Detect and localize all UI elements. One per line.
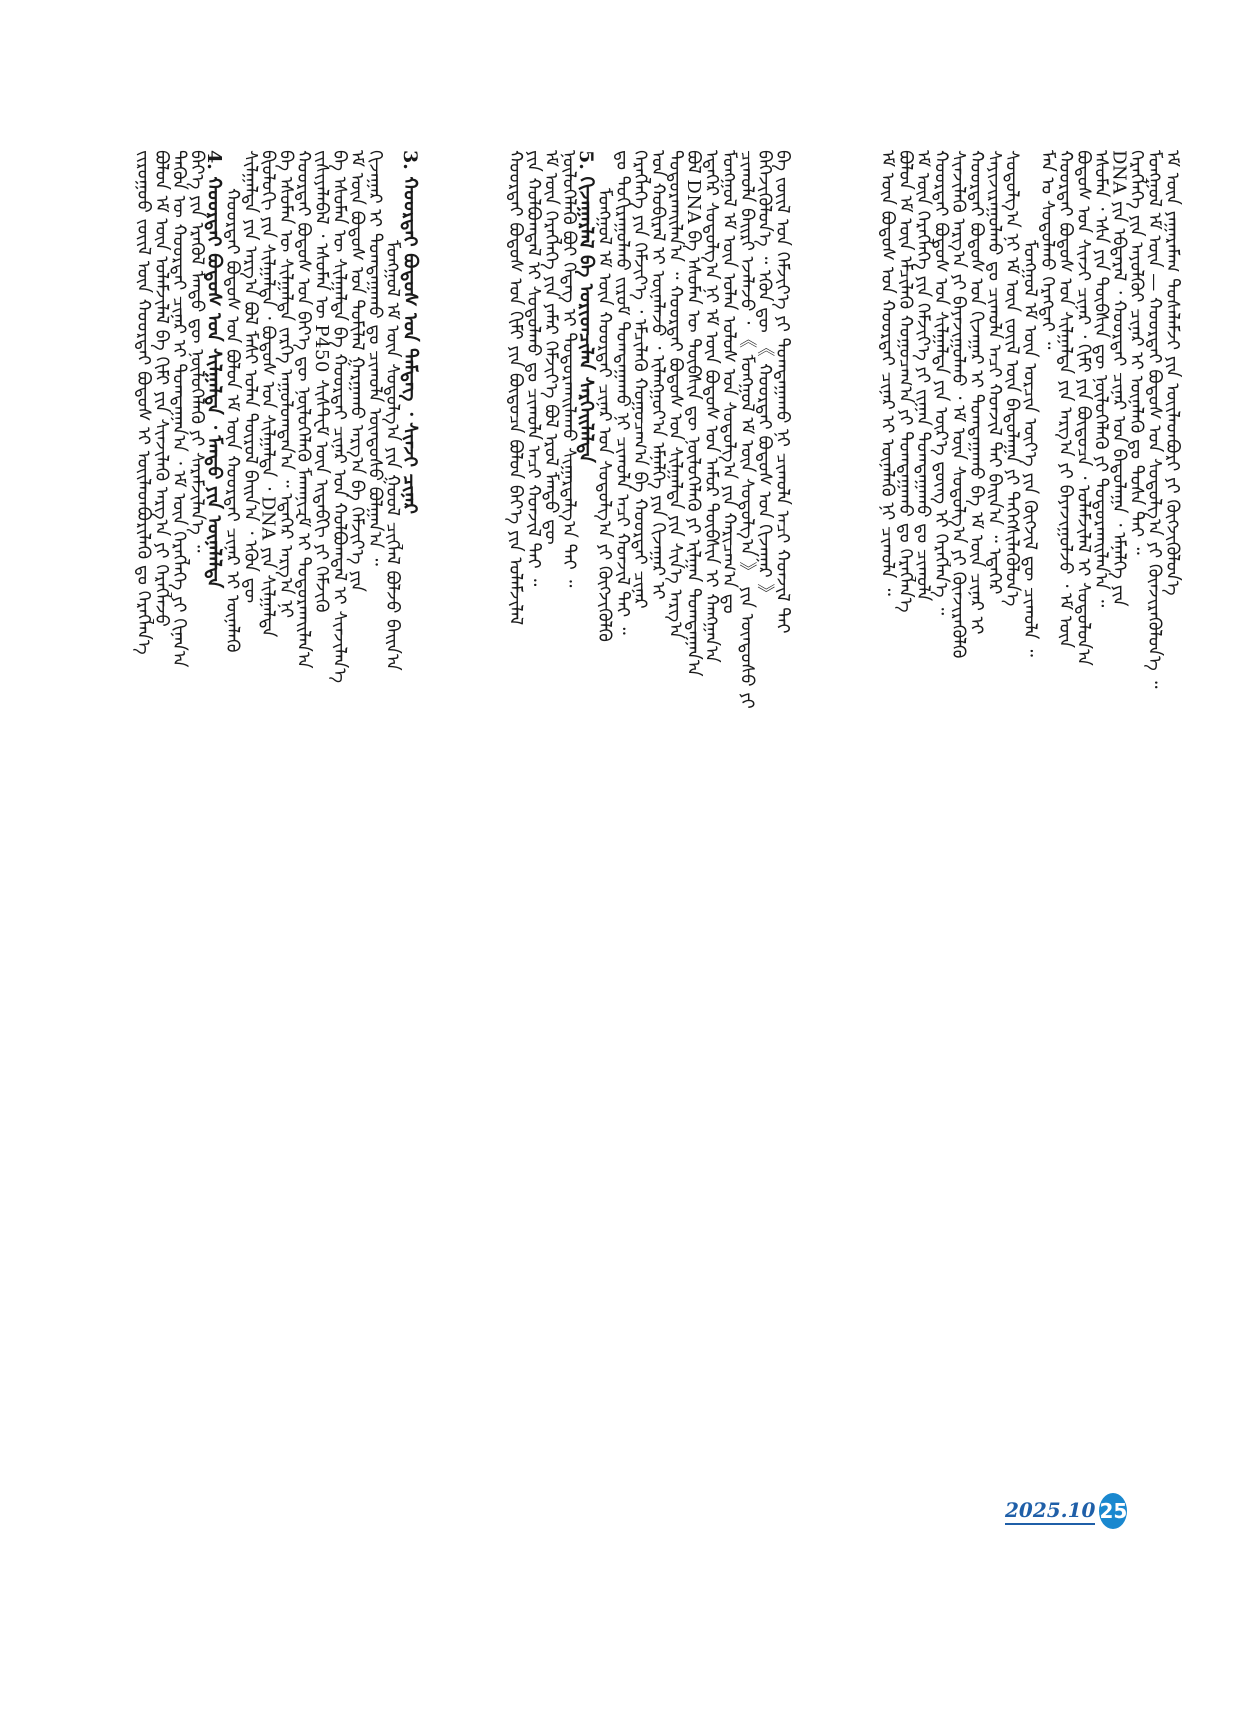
text-line: ᠪᠠ ᠡᠰᠦᠮᠡᠨ ᠦ ᠰᠢᠯᠭᠠᠯᠲᠠ ᠪᠠ ᠬᠣᠣᠷᠲᠠᠢ ᠴᠢᠨᠠᠷ ᠤᠨ ᠬᠣᠯᠪᠣᠭᠳᠠᠯ ᠢ ᠰᠢᠨᠵᠢᠯᠡᠨ᠎ᠡ: [328, 150, 350, 684]
text-line: ᠡᠰᠦᠮᠡᠨ ᠂ ᠡᠰᠡ ᠶᠢᠨ ᠲᠦᠪᠰᠢᠨ ᠳᠦ ᠨᠥᠯᠦᠭᠡᠯᠡᠬᠦ ᠶᠢ ᠲᠣᠳᠤᠷᠬᠠᠢᠯᠠᠨ᠎ᠠ ᠃: [1090, 150, 1112, 608]
issue-date: 2025.10: [1005, 1498, 1095, 1525]
text-line: ᠮᠣᠩᠭᠣᠯ ᠡᠮ ᠦᠨ — ᠬᠣᠣᠷᠲᠠᠢ ᠪᠣᠳᠤᠰ ᠤᠨ ᠰᠤᠳᠤᠯᠭ᠎ᠠ ᠶᠢ ᠭᠦᠨᠵᠢᠷᠡᠭᠦᠯᠦᠨ᠎ᠡ ᠃: [1144, 150, 1165, 689]
text-line: ᠪᠠ ᠵᠦᠢᠯ ᠤᠨ ᠬᠡᠮᠵᠢᠶ᠎ᠡ ᠶᠢ ᠲᠣᠭᠲᠠᠭᠠᠬᠤ ᠨᠢ ᠴᠢᠬᠤᠯᠠ ᠠᠴᠢ ᠬᠣᠨᠵᠢᠯ ᠲᠠᠢ: [772, 150, 793, 634]
text-line: ᠮᠣᠩᠭᠣᠯ ᠡᠮ ᠦᠨ ᠣᠷᠴᠢᠨ ᠦᠶ᠎ᠡ ᠶᠢᠨ ᠬᠥᠭᠵᠢᠯ ᠳᠦ ᠴᠢᠬᠤᠯᠠ ᠃: [1019, 240, 1041, 657]
text-line: ᠬᠢᠵᠠᠭᠠᠷ ᠢ ᠲᠣᠭᠲᠠᠭᠠᠬᠤ ᠳᠤ ᠴᠢᠬᠤᠯᠠ ᠦᠨᠳᠦᠰᠦ ᠪᠣᠯᠭᠠᠨ᠎ᠠ ᠃: [364, 150, 386, 566]
text-line: ᠨᠥᠯᠦᠭᠡᠯᠡᠬᠦ ᠪᠤᠢ ᠭᠡᠳᠡᠭ ᠢ ᠲᠣᠳᠤᠷᠬᠠᠢᠯᠠᠬᠤ ᠰᠢᠭᠠᠷᠳᠠᠯᠭ᠎ᠠ ᠲᠠᠢ ᠃: [558, 150, 580, 588]
text-line: ᠡᠮ ᠦᠨ ᠪᠣᠳᠤᠰ ᠤᠨ ᠲᠣᠮᠢᠯᠠᠯ ᠭᠠᠷᠭᠠᠬᠤ ᠠᠷᠭ᠎ᠠ ᠪᠠ ᠬᠡᠮᠵᠢᠶ᠎ᠡ ᠶᠢᠨ: [346, 150, 368, 592]
text-line: ᠬᠡᠷᠡᠭᠯᠡᠭᠡ ᠶᠢᠨ ᠬᠡᠮᠵᠢᠶ᠎ᠡ ᠂ ᠡᠮᠴᠢᠯᠡᠬᠦ ᠬᠤᠭᠤᠴᠠᠭ᠎ᠠ ᠪᠠ ᠬᠣᠣᠷᠲᠠᠢ ᠴᠢᠨᠠᠷ: [629, 150, 651, 609]
text-column-left: [132, 150, 432, 1560]
text-line: ᠰᠢᠨᠵᠢᠯᠡᠬᠦ ᠠᠷᠭ᠎ᠠ ᠶᠢ ᠪᠠᠶᠠᠵᠢᠭᠤᠯᠬᠤ ᠂ ᠡᠮ ᠦᠨ ᠰᠤᠳᠤᠯᠭ᠎ᠠ ᠶᠢ ᠭᠦᠨᠵᠢᠷᠡᠭᠦᠯᠬᠦ: [948, 150, 970, 659]
text-line: ᠰᠢᠯᠭᠠᠯᠲᠠ ᠶᠢᠨ ᠠᠷᠭ᠎ᠠ ᠪᠣᠯ ᠮᠠᠰᠢ ᠣᠯᠠᠨ ᠲᠥᠷᠦᠯ ᠪᠠᠢᠨ᠎ᠠ ᠂ ᠡᠭᠦᠨ ᠳᠦ: [239, 150, 261, 604]
text-line: ᠬᠡᠷᠡᠭᠯᠡᠭᠡ ᠶᠢᠨ ᠠᠶᠤᠯᠭᠦᠢ ᠴᠢᠨᠠᠷ ᠢ ᠦᠨᠡᠯᠡᠬᠦ ᠳᠤ ᠲᠣᠰᠠ ᠲᠠᠢ ᠃: [1126, 150, 1148, 555]
page-footer: [1005, 1487, 1128, 1535]
section-heading: 3. ᠬᠣᠣᠷᠲᠠᠢ ᠪᠣᠳᠤᠰ ᠤᠨ ᠲᠡᠮᠳᠡᠭ ᠂ ᠰᠢᠨᠵᠢ ᠴᠢᠨᠠᠷ: [399, 150, 421, 514]
text-line: ᠪᠣᠯᠤᠨ ᠡᠮ ᠦᠨ ᠡᠮᠴᠢᠯᠡᠬᠦ ᠬᠤᠭᠤᠴᠠᠭ᠎ᠠ ᠶᠢ ᠲᠣᠭᠲᠠᠭᠠᠬᠤ ᠳᠤ ᠬᠡᠷᠡᠭᠯᠡᠨ᠎ᠡ: [894, 150, 916, 613]
text-line: ᠬᠣᠣᠷᠲᠠᠢ ᠪᠣᠳᠤᠰ ᠤᠨ ᠬᠢᠮᠢ ᠶᠢᠨ ᠪᠦᠲᠦᠴᠡ ᠪᠣᠯᠤᠨ ᠪᠡᠶ᠎ᠡ ᠶᠢᠨ ᠤᠯᠠᠮᠵᠢᠯᠠᠯ: [505, 150, 526, 626]
text-line: ᠬᠣᠣᠷᠲᠠᠢ ᠪᠣᠳᠤᠰ ᠤᠨ ᠪᠡᠶ᠎ᠡ ᠳᠦ ᠨᠥᠯᠦᠭᠡᠯᠡᠬᠦ ᠮᠡᠬᠠᠨᠢᠽᠮ ᠢ ᠲᠣᠳᠤᠷᠬᠠᠢᠯᠠᠨ᠎ᠠ: [293, 150, 315, 669]
text-line: ᠮᠠᠨ ᠤ ᠰᠤᠳᠤᠯᠬᠤ ᠬᠡᠷᠡᠭᠲᠡᠢ ᠃: [1037, 150, 1059, 350]
text-line: ᠮᠣᠩᠭᠣᠯ ᠡᠮ ᠦᠨ ᠬᠣᠣᠷᠲᠠᠢ ᠴᠢᠨᠠᠷ ᠤᠨ ᠰᠤᠳᠤᠯᠭ᠎ᠠ ᠶᠢ ᠬᠥᠭᠵᠢᠭᠦᠯᠬᠦ: [594, 188, 615, 642]
text-line: ᠡᠮ ᠦᠨ ᠬᠡᠷᠡᠭᠯᠡᠭᠡ ᠶᠢᠨ ᠬᠡᠮᠵᠢᠶ᠎ᠡ ᠶᠢ ᠵᠢᠭᠠᠨ ᠲᠣᠭᠲᠠᠭᠠᠬᠤ ᠳᠤ ᠴᠢᠬᠤᠯᠠ: [912, 150, 934, 602]
text-line: ᠬᠣᠣᠷᠲᠠᠢ ᠪᠣᠳᠤᠰ ᠤᠨ ᠰᠢᠯᠭᠠᠯᠲᠠ ᠶᠢᠨ ᠠᠷᠭ᠎ᠠ ᠶᠢ ᠪᠠᠶᠠᠵᠢᠭᠤᠯᠵᠤ ᠂ ᠡᠮ ᠦᠨ: [1055, 150, 1076, 649]
text-line: ᠪᠢᠣᠯᠣᠭᠢ ᠶᠢᠨ ᠰᠢᠯᠭᠠᠯᠲᠠ ᠂ ᠪᠣᠳᠤᠰ ᠤᠨ ᠰᠢᠯᠭᠠᠯᠲᠠ ᠂ DNA ᠶᠢᠨ ᠰᠢᠯᠭᠠᠯᠲᠠ: [257, 150, 279, 638]
text-line: ᠤᠨ ᠬᠤᠪᠢᠷᠠᠯ ᠢ ᠦᠨᠡᠯᠡᠵᠦ ᠂ ᠢᠯᠠᠩᠭᠤᠶ᠎ᠠ ᠡᠮᠨᠡᠯᠭᠡ ᠶᠢᠨ ᠬᠢᠵᠠᠭᠠᠷ ᠢ: [647, 150, 669, 600]
text-line: ᠬᠣᠣᠷᠲᠠᠢ ᠪᠣᠳᠤᠰ ᠤᠨ ᠪᠣᠯᠤᠨ ᠡᠮ ᠦᠨ ᠬᠣᠣᠷᠲᠠᠢ ᠴᠢᠨᠠᠷ ᠢ ᠦᠨᠡᠯᠡᠬᠦ: [222, 188, 243, 653]
section-heading: 4. ᠬᠣᠣᠷᠲᠠᠢ ᠪᠣᠳᠤᠰ ᠤᠨ ᠰᠢᠯᠭᠠᠯᠲᠠ ᠂ ᠮᠡᠨᠳᠦ ᠶᠢᠨ ᠦᠨᠡᠯᠡᠯᠲᠡ: [203, 150, 226, 589]
text-column-middle: [504, 150, 804, 1560]
text-line: ᠮᠣᠩᠭᠣᠯ ᠡᠮ ᠦᠨ ᠰᠤᠳᠤᠯᠭ᠎ᠠ ᠶᠢᠨ ᠭᠣᠣᠯ ᠴᠢᠭᠯᠡᠯ ᠪᠣᠯᠵᠤ ᠪᠠᠢᠨ᠎ᠠ: [382, 240, 404, 671]
text-line: ᠪᠡᠶ᠎ᠡ ᠶᠢᠨ ᠡᠷᠡᠭᠦᠯ ᠮᠡᠨᠳᠦ ᠳᠦ ᠨᠥᠯᠦᠭᠡᠯᠡᠬᠦ ᠶᠢ ᠰᠡᠷᠡᠮᠵᠢᠯᠡᠨ᠎ᠡ ᠃: [186, 150, 208, 553]
section-heading: 5. ᠬᠢᠵᠠᠭᠠᠷᠯᠠᠯ ᠪᠠ ᠤᠷᠢᠳᠴᠢᠯᠠᠨ ᠰᠡᠷᠭᠡᠢᠯᠡᠯᠲᠡ: [575, 150, 598, 463]
text-line: ᠡᠳᠡᠭᠡᠷ ᠰᠤᠳᠤᠯᠭ᠎ᠠ ᠨᠢ ᠡᠮ ᠦᠨ ᠪᠣᠳᠤᠰ ᠤᠨ ᠠᠮᠤᠷ ᠲᠦᠪᠰᠢᠨ ᠢ ᠬᠠᠩᠭᠠᠨ᠎ᠠ: [700, 150, 722, 663]
text-line: ᠡᠮ ᠦᠨ ᠶᠠᠭᠠᠷᠠᠮᠠᠭ ᠲᠤᠰᠠᠯᠠᠮᠵᠢ ᠶᠢᠨ ᠦᠢᠯᠡᠳᠪᠦᠷᠢ ᠶᠢ ᠬᠥᠭᠵᠢᠭᠦᠯᠦᠨ᠎ᠡ: [1161, 150, 1183, 596]
text-line: ᠲᠡᠭᠦᠨ ᠦ ᠬᠣᠣᠷᠲᠠᠢ ᠴᠢᠨᠠᠷ ᠢ ᠲᠣᠭᠲᠠᠭᠠᠨ᠎ᠠ ᠂ ᠡᠮ ᠦᠨ ᠬᠡᠷᠡᠭᠯᠡᠭᠡ ᠶᠢ ᠬᠢᠨᠠᠨ᠎ᠠ: [168, 150, 190, 668]
text-line: ᠡᠮ ᠦᠨ ᠪᠣᠳᠤᠰ ᠤᠨ ᠬᠣᠣᠷᠲᠠᠢ ᠴᠢᠨᠠᠷ ᠢ ᠦᠨᠡᠯᠡᠬᠦ ᠨᠢ ᠴᠢᠬᠤᠯᠠ ᠃: [877, 150, 898, 596]
text-column-right: [876, 150, 1183, 1560]
text-line: ᠰᠤᠳᠤᠯᠭ᠎ᠠ ᠨᠢ ᠡᠮ ᠦᠨ ᠵᠦᠢᠯ ᠦᠨ ᠪᠠᠲᠤᠯᠠᠭᠠ ᠶᠢ ᠳᠡᠭᠡᠭᠰᠢᠯᠡᠭᠦᠯᠦᠨ᠎ᠡ: [1001, 150, 1023, 607]
text-line: ᠳᠤ ᠲᠣᠬᠢᠷᠠᠭᠤᠯᠬᠤ ᠵᠢᠷᠤᠮ ᠲᠣᠭᠲᠠᠭᠠᠬᠤ ᠨᠢ ᠴᠢᠬᠤᠯᠠ ᠠᠴᠢ ᠬᠣᠨᠵᠢᠯ ᠲᠠᠢ ᠃: [611, 150, 633, 635]
text-line: ᠡᠮ ᠦᠨ ᠬᠡᠷᠡᠭᠯᠡᠭᠡ ᠶᠢᠨ ᠶᠠᠮᠠᠷ ᠬᠡᠮᠵᠢᠶ᠎ᠡ ᠪᠣᠯ ᠡᠷᠦᠯ ᠮᠡᠨᠳᠦ ᠳᠦ: [540, 150, 562, 545]
text-line: ᠲᠣᠳᠤᠷᠬᠠᠢᠯᠠᠨ᠎ᠠ ᠃ ᠬᠣᠣᠷᠲᠠᠢ ᠪᠣᠳᠤᠰ ᠤᠨ ᠰᠢᠯᠭᠠᠯᠲᠠ ᠶᠢᠨ ᠰᠢᠨ᠎ᠡ ᠠᠷᠭ᠎ᠠ: [665, 150, 687, 639]
text-line: ᠵᠢᠱᠢᠶᠡᠯᠡᠪᠡᠯ ᠂ ᠡᠰᠦᠮᠡᠨ ᠦ P450 ᠰᠢᠰᠲ᠋ᠧᠮ ᠦᠨ ᠢᠳᠡᠪᠬᠢ ᠶᠢ ᠬᠡᠮᠵᠢᠬᠦ: [311, 150, 332, 613]
text-line: ᠪᠣᠳᠤᠰ ᠤᠨ ᠰᠢᠨᠵᠢ ᠴᠢᠨᠠᠷ ᠂ ᠬᠢᠮᠢ ᠶᠢᠨ ᠪᠦᠲᠦᠴᠡ ᠂ ᠤᠯᠠᠮᠵᠢᠯᠠᠯ ᠢ ᠰᠤᠳᠤᠯᠤᠨ᠎ᠠ: [1072, 150, 1094, 666]
text-line: ᠪᠠ ᠡᠰᠦᠮᠡᠨ ᠦ ᠰᠢᠯᠭᠠᠯᠲᠠ ᠵᠡᠷᠭᠡ ᠠᠭᠤᠯᠤᠭᠳᠠᠨ᠎ᠠ ᠃ ᠡᠳᠡᠭᠡᠷ ᠠᠷᠭ᠎ᠠ ᠨᠢ: [275, 150, 297, 619]
text-line: ᠮᠣᠩᠭᠣᠯ ᠡᠮ ᠦᠨ ᠣᠯᠠᠨ ᠤᠯᠤᠰ ᠤᠨ ᠰᠤᠳᠤᠯᠭ᠎ᠠ ᠶᠢᠨ ᠬᠠᠷᠢᠴᠠᠭ᠎ᠠ ᠳᠤ: [718, 150, 740, 614]
text-line: ᠰᠠᠶᠢᠵᠢᠷᠠᠭᠤᠯᠬᠤ ᠳᠤ ᠴᠢᠬᠤᠯᠠ ᠠᠴᠢ ᠬᠣᠨᠵᠢᠯ ᠲᠠᠢ ᠪᠠᠢᠨ᠎ᠠ ᠃ ᠡᠳᠡᠭᠡᠷ: [983, 150, 1005, 595]
text-line: DNA ᠶᠢᠨ ᠡᠪᠳᠡᠷᠡᠯ ᠂ ᠬᠣᠣᠷᠲᠠᠢ ᠴᠢᠨᠠᠷ ᠤᠨ ᠪᠠᠲᠤᠯᠠᠭᠠ ᠂ ᠡᠮᠨᠡᠯᠭᠡ ᠶᠢᠨ: [1108, 150, 1130, 607]
text-line: ᠵᠢᠷᠤᠭᠤᠤ ᠵᠦᠢᠯ ᠦᠨ ᠬᠣᠣᠷᠲᠠᠢ ᠪᠣᠳᠤᠰ ᠢ ᠦᠢᠯᠡᠳᠪᠦᠷᠢᠯᠡᠬᠦ ᠳᠤ ᠬᠡᠷᠡᠭᠯᠡᠨ᠎ᠡ: [133, 150, 154, 655]
text-line: ᠶᠢᠨ ᠬᠣᠯᠪᠣᠭᠳᠠᠯ ᠢ ᠰᠤᠳᠤᠯᠬᠤ ᠳᠤ ᠴᠢᠬᠤᠯᠠ ᠠᠴᠢ ᠬᠣᠨᠵᠢᠯ ᠲᠠᠢ ᠃: [522, 150, 544, 587]
text-line: ᠴᠢᠬᠤᠯᠠ ᠪᠠᠢᠷᠢ ᠡᠵᠡᠯᠡᠵᠦ ᠂ 《 ᠮᠣᠩᠭᠣᠯ ᠡᠮ ᠦᠨ ᠰᠤᠳᠤᠯᠭ᠎ᠠ 》 ᠶᠢᠨ ᠦᠨᠳᠦᠰᠦ ᠶᠢ: [736, 150, 758, 709]
text-line: ᠬᠣᠣᠷᠲᠠᠢ ᠪᠣᠳᠤᠰ ᠤᠨ ᠬᠢᠵᠠᠭᠠᠷ ᠢ ᠲᠣᠭᠲᠠᠭᠠᠬᠤ ᠪᠠ ᠡᠮ ᠦᠨ ᠴᠢᠨᠠᠷ ᠢ: [966, 150, 987, 635]
page-number-badge: 25: [1099, 1493, 1127, 1529]
text-line: ᠪᠡᠬᠡᠵᠢᠭᠦᠯᠦᠨ᠎ᠡ ᠃ ᠡᠭᠦᠨ ᠳᠦ 《 ᠬᠣᠣᠷᠲᠠᠢ ᠪᠣᠳᠤᠰ ᠤᠨ ᠬᠢᠵᠠᠭᠠᠷ 》: [754, 150, 776, 602]
text-line: ᠬᠣᠣᠷᠲᠠᠢ ᠪᠣᠳᠤᠰ ᠤᠨ ᠰᠢᠯᠭᠠᠯᠲᠠ ᠶᠢᠨ ᠦᠷ᠎ᠡ ᠳ᠋ᠦᠩ ᠢ ᠬᠡᠷᠡᠭᠯᠡᠨ᠎ᠡ ᠃: [930, 150, 952, 616]
text-line: ᠪᠣᠯ DNA ᠪᠠ ᠡᠰᠦᠮᠡᠨ ᠦ ᠲᠦᠪᠰᠢᠨ ᠳᠦ ᠨᠥᠯᠦᠭᠡᠯᠡᠬᠦ ᠶᠢ ᠢᠯᠭᠠᠨ ᠲᠣᠭᠲᠠᠭᠠᠨ᠎ᠠ: [683, 150, 704, 677]
text-line: ᠪᠣᠯᠤᠨ ᠡᠮ ᠦᠨ ᠤᠯᠠᠮᠵᠢᠯᠠᠯ ᠪᠠ ᠬᠢᠮᠢ ᠶᠢᠨ ᠰᠢᠨᠵᠢᠯᠡᠬᠦ ᠠᠷᠭ᠎ᠠ ᠶᠢ ᠬᠡᠷᠡᠭᠯᠡᠵᠦ: [150, 150, 172, 627]
